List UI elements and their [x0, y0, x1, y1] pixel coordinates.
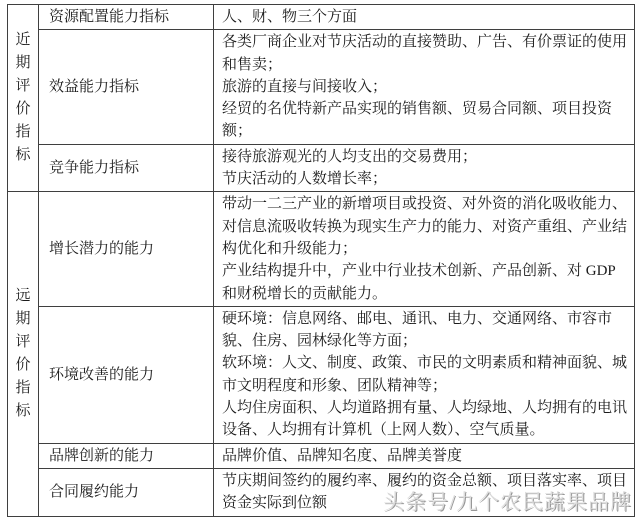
- section-label: 远期评价指标: [15, 287, 31, 419]
- description-cell: [214, 468, 635, 516]
- description-line: 硬环境：信息网络、邮电、通讯、电力、交通网络、市容市貌、住房、园林绿化等方面；: [222, 310, 613, 350]
- indicator-cell: 环境改善的能力: [39, 306, 214, 443]
- description-cell: [214, 30, 635, 144]
- table-row: [8, 468, 635, 516]
- description-line: 旅游的直接与间接收入；: [222, 78, 388, 95]
- indicator-cell: 增长潜力的能力: [39, 192, 214, 306]
- description-line: 经贸的名优特新产品实现的销售额、贸易合同额、项目投资额；: [222, 101, 613, 140]
- description-cell: [214, 144, 635, 192]
- evaluation-indicators-table: [7, 4, 635, 517]
- description-line: 软环境：人文、制度、政策、市民的文明素质和精神面貌、城市文明程度和形象、团队精神等；: [222, 355, 628, 394]
- description-line: 人、财、物三个方面: [222, 9, 358, 25]
- description-cell: [214, 443, 635, 468]
- description-line: 人均住房面积、人均道路拥有量、人均绿地、人均拥有的电讯设备、人均拥有计算机（上网人数）、空气质量。: [222, 400, 628, 439]
- description-cell: [214, 306, 635, 443]
- table-row: [8, 192, 635, 306]
- indicator-cell: 效益能力指标: [39, 30, 214, 144]
- description-line: 接待旅游观光的人均支出的交易费用；: [222, 148, 478, 165]
- section-label-cell: [8, 5, 39, 192]
- description-line: 节庆期间签约的履约率、履约的资金总额、项目落实率、项目资金实际到位额: [222, 472, 628, 512]
- description-line: 产业结构提升中，产业中行业技术创新、产品创新、对 GDP 和财税增长的贡献能力。: [222, 263, 616, 302]
- description-line: 节庆活动的人数增长率；: [222, 171, 388, 188]
- indicator-cell: 竞争能力指标: [39, 144, 214, 192]
- section-label: 近期评价指标: [15, 32, 31, 164]
- description-line: 各类厂商企业对节庆活动的直接赞助、广告、有价票证的使用和售卖；: [222, 34, 628, 73]
- indicator-cell: 资源配置能力指标: [39, 5, 214, 30]
- description-cell: [214, 5, 635, 30]
- table-row: [8, 144, 635, 192]
- description-cell: [214, 192, 635, 306]
- indicator-cell: 合同履约能力: [39, 468, 214, 516]
- table-row: [8, 443, 635, 468]
- section-label-cell: [8, 192, 39, 516]
- table-row: [8, 5, 635, 30]
- description-line: 品牌价值、品牌知名度、品牌美誉度: [222, 447, 463, 464]
- description-line: 带动一二三产业的新增项目或投资、对外资的消化吸收能力、对信息流吸收转换为现实生产力的能力、对资产重组、产业结构优化和升级能力；: [222, 196, 628, 257]
- watermark-text: 头条号/九个农民蔬果品牌: [383, 490, 632, 514]
- table-row: [8, 30, 635, 144]
- indicator-cell: 品牌创新的能力: [39, 443, 214, 468]
- table-row: [8, 306, 635, 443]
